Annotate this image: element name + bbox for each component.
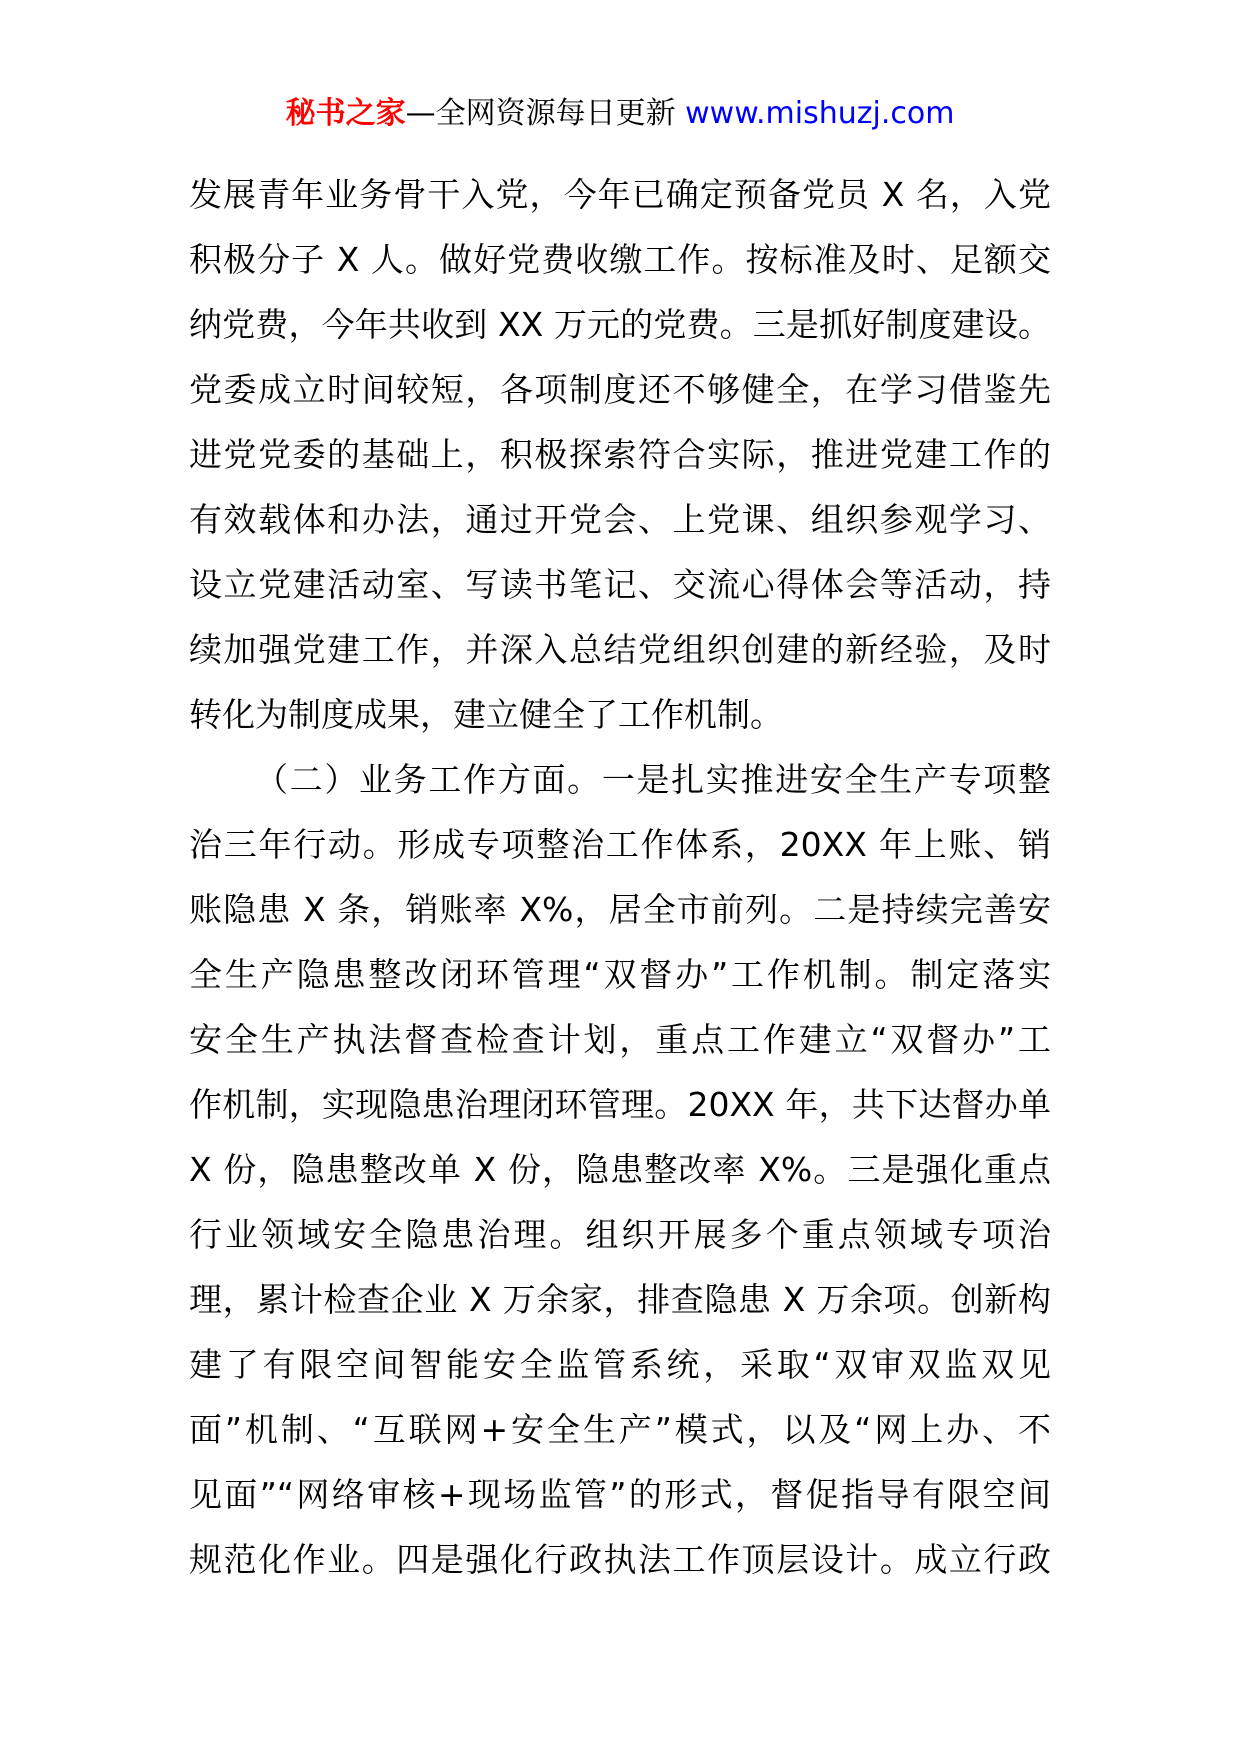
body-line: 行业领域安全隐患治理。组织开展多个重点领域专项治	[189, 1215, 1051, 1254]
body-line: 续加强党建工作，并深入总结党组织创建的新经验，及时	[189, 630, 1051, 669]
body-line: 全生产隐患整改闭环管理“双督办”工作机制。制定落实	[189, 955, 1051, 994]
body-line: 见面”“网络审核+现场监管”的形式，督促指导有限空间	[189, 1475, 1051, 1514]
body-line: 作机制，实现隐患治理闭环管理。20XX 年，共下达督办单	[189, 1085, 1051, 1124]
document-body	[189, 162, 1051, 1592]
body-line: 纳党费，今年共收到 XX 万元的党费。三是抓好制度建设。	[189, 305, 1051, 344]
body-line: 建了有限空间智能安全监管系统，采取“双审双监双见	[189, 1345, 1051, 1384]
section-heading-line: （二）业务工作方面。一是扎实推进安全生产专项整	[255, 760, 1051, 799]
body-line: 设立党建活动室、写读书笔记、交流心得体会等活动，持	[189, 565, 1051, 604]
body-line: 有效载体和办法，通过开党会、上党课、组织参观学习、	[189, 500, 1051, 539]
body-line: 进党党委的基础上，积极探索符合实际，推进党建工作的	[189, 435, 1051, 474]
body-line: 面”机制、“互联网+安全生产”模式，以及“网上办、不	[189, 1410, 1051, 1449]
body-line: 理，累计检查企业 X 万余家，排查隐患 X 万余项。创新构	[189, 1280, 1051, 1319]
body-line: 治三年行动。形成专项整治工作体系，20XX 年上账、销	[189, 825, 1051, 864]
site-tagline: —全网资源每日更新	[405, 96, 676, 131]
body-line: 发展青年业务骨干入党，今年已确定预备党员 X 名，入党	[189, 175, 1051, 214]
body-line: 账隐患 X 条，销账率 X%，居全市前列。二是持续完善安	[189, 890, 1051, 929]
site-header	[0, 94, 1240, 134]
body-line: 规范化作业。四是强化行政执法工作顶层设计。成立行政	[189, 1540, 1051, 1579]
body-line: 积极分子 X 人。做好党费收缴工作。按标准及时、足额交	[189, 240, 1051, 279]
body-line: X 份，隐患整改单 X 份，隐患整改率 X%。三是强化重点	[189, 1150, 1051, 1189]
body-line: 安全生产执法督查检查计划，重点工作建立“双督办”工	[189, 1020, 1051, 1059]
body-line-paragraph-end: 转化为制度成果，建立健全了工作机制。	[189, 695, 783, 734]
site-brand: 秘书之家	[285, 96, 406, 131]
site-url[interactable]: www.mishuzj.com	[685, 96, 955, 131]
body-line: 党委成立时间较短，各项制度还不够健全，在学习借鉴先	[189, 370, 1051, 409]
